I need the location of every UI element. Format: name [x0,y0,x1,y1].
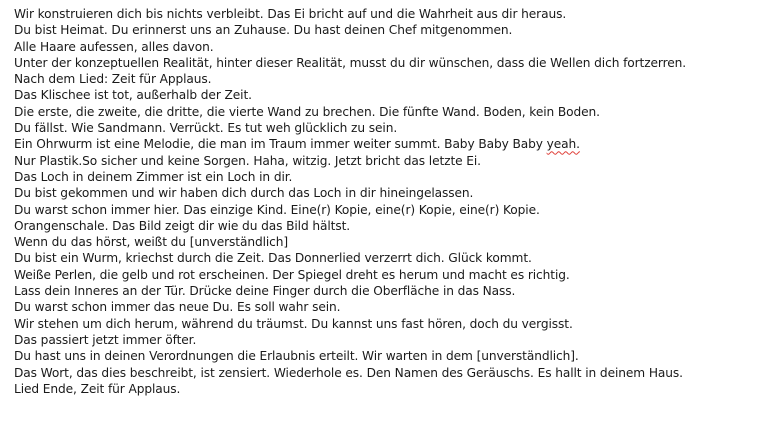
text-line-6: Das Klischee ist tot, außerhalb der Zeit. [14,88,252,103]
text-line-24: Lied Ende, Zeit für Applaus. [14,381,181,396]
text-line-14: Orangenschale. Das Bild zeigt dir wie du das Bild hältst. [14,218,351,233]
text-line-15: Wenn du das hörst, weißt du [unverständlich] [14,235,289,250]
text-line-4: Unter der konzeptuellen Realität, hinter dieser Realität, musst du dir wünschen, dass die Wellen dich fortzerren. [14,55,687,70]
spellcheck-flagged-word[interactable]: yeah. [546,137,580,152]
text-line-9 [14,136,762,152]
text-line-3: Alle Haare aufessen, alles davon. [14,39,214,54]
text-line-19: Du warst schon immer das neue Du. Es soll wahr sein. [14,300,341,315]
text-line-21: Das passiert jetzt immer öfter. [14,332,197,347]
text-line-9-main: Ein Ohrwurm ist eine Melodie, die man im Traum immer weiter summt. Baby Baby Baby [14,137,547,152]
text-line-8: Du fällst. Wie Sandmann. Verrückt. Es tut weh glücklich zu sein. [14,121,398,136]
text-line-7: Die erste, die zweite, die dritte, die vierte Wand zu brechen. Die fünfte Wand. Boden, kein Boden. [14,104,600,119]
text-line-2: Du bist Heimat. Du erinnerst uns an Zuhause. Du hast deinen Chef mitgenommen. [14,23,513,38]
text-line-1: Wir konstruieren dich bis nichts verbleibt. Das Ei bricht auf und die Wahrheit aus dir heraus. [14,7,567,21]
text-line-13: Du warst schon immer hier. Das einzige Kind. Eine(r) Kopie, eine(r) Kopie, eine(r) Kopie. [14,202,540,217]
document-body [14,6,762,397]
text-line-16: Du bist ein Wurm, kriechst durch die Zeit. Das Donnerlied verzerrt dich. Glück kommt. [14,251,532,266]
text-line-23: Das Wort, das dies beschreibt, ist zensiert. Wiederhole es. Den Namen des Geräuschs. Es hallt in deinem Haus. [14,365,683,380]
text-line-10: Nur Plastik.So sicher und keine Sorgen. Haha, witzig. Jetzt bricht das letzte Ei. [14,153,481,168]
text-line-12: Du bist gekommen und wir haben dich durch das Loch in dir hineingelassen. [14,186,474,201]
text-line-17: Weiße Perlen, die gelb und rot erscheinen. Der Spiegel dreht es herum und macht es richtig. [14,267,570,282]
text-line-20: Wir stehen um dich herum, während du träumst. Du kannst uns fast hören, doch du vergisst. [14,316,573,331]
text-line-11: Das Loch in deinem Zimmer ist ein Loch in dir. [14,169,293,184]
text-line-5: Nach dem Lied: Zeit für Applaus. [14,72,212,87]
text-line-18: Lass dein Inneres an der Tür. Drücke deine Finger durch die Oberfläche in das Nass. [14,284,516,299]
text-line-22: Du hast uns in deinen Verordnungen die Erlaubnis erteilt. Wir warten in dem [unverständlich]. [14,349,579,364]
